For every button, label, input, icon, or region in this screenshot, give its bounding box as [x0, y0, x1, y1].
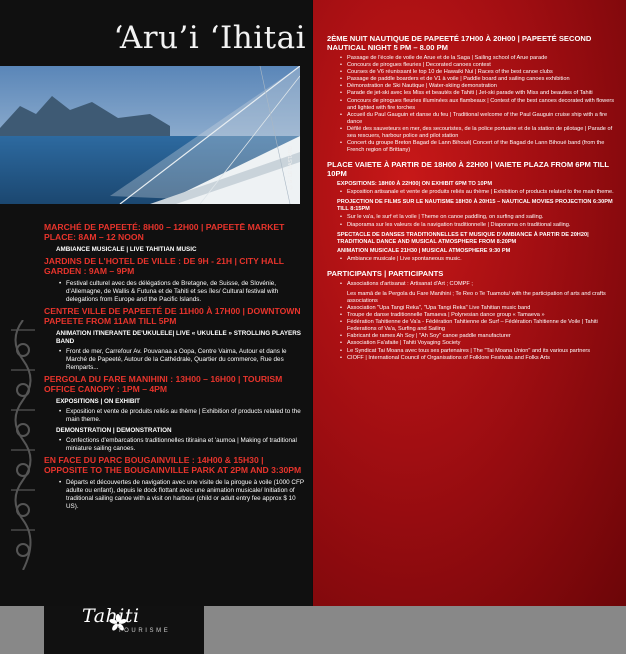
- sailboat-photo: [0, 66, 300, 204]
- section-subheader: AMBIANCE MUSICALE | LIVE TAHITIAN MUSIC: [56, 246, 197, 253]
- brand-logo-text: Tahiti: [82, 605, 140, 627]
- section-header: PLACE VAIETE À PARTIR DE 18H00 À 22H00 | VAIETE PLAZA FROM 6PM TILL 10PM: [327, 160, 609, 179]
- page-title: ‘Aru’i ‘Ihitai: [113, 20, 306, 56]
- list-item: • Fédération Tahitienne de Va'a - Fédération Tahitienne de Surf – Fédération Tahitienne de Voile | Tahiti Federations of Va'a, Surfing and Sailing: [347, 319, 622, 333]
- list-item: • Troupe de danse traditionnelle Tamaeva | Polynesian dance group « Tamaeva »: [347, 312, 622, 319]
- polynesian-pattern-decoration: [6, 320, 40, 570]
- bullet-list: [66, 479, 308, 511]
- list-item-continuation: Les mamā de la Pergola du Fare Manihini ; Te Reo o Te Tuamotu/ with the participation of arts and crafts associations: [347, 290, 606, 304]
- list-item: • Le Syndicat Tai Moana avec tous ses partenaires | The "Tai Moana Union" and its various partners: [347, 348, 622, 355]
- section-header: 2ÈME NUIT NAUTIQUE DE PAPEETÉ 17H00 À 20H00 | PAPEETÉ SECOND NAUTICAL NIGHT 5 PM – 8.00 PM: [327, 34, 592, 52]
- section-subheader: EXPOSITIONS | ON EXHIBIT: [56, 398, 140, 405]
- section-header: EN FACE DU PARC BOUGAINVILLE : 14H00 & 15H30 | OPPOSITE TO THE BOUGAINVILLE PARK AT 2PM AND 3:30PM: [44, 455, 302, 475]
- list-item: • Fabricant de rames Ah Soy | "Ah Soy" canoe paddle manufacturer: [347, 333, 622, 340]
- list-item: • Festival culturel avec des délégations de Bretagne, de Suisse, de Slovénie, d'Allemagne, de Wallis & Futuna et de Tahiti et ses îles/ Cultural festival with delegations from Europe and the Pacific Islands.: [66, 280, 308, 304]
- list-item: • Confections d'embarcations traditionnelles titiraina et 'aumoa | Making of traditional miniature sailing canoes.: [66, 437, 308, 453]
- bullet-list: [66, 437, 308, 453]
- list-item: • Accueil du Paul Gauguin et danse du feu | Traditional welcome of the Paul Gauguin cruise ship with a fire dance: [347, 112, 622, 126]
- brand-tagline: TOURISME: [118, 628, 171, 634]
- section-subheader: PROJECTION DE FILMS SUR LE NAUTISME 18H30 À 20H15 – NAUTICAL MOVIES PROJECTION 6:30PM TILL 8:15PM: [337, 199, 613, 213]
- list-item: • Exposition et vente de produits reliés au thème | Exhibition of products related to the main theme.: [66, 408, 308, 424]
- list-item: • Association Fa'afaite | Tahiti Voyaging Society: [347, 340, 622, 347]
- participants-list: [347, 281, 622, 288]
- list-item: • Front de mer, Carrefour Av. Pouvanaa a Oopa, Centre Vaima, Autour et dans le Marché de Papeeté, Autour de la Cathédrale, Quartier du commerce, Rue des Remparts...: [66, 348, 308, 372]
- section-subheader: DEMONSTRATION | DEMONSTRATION: [56, 427, 172, 434]
- section-header: PARTICIPANTS | PARTICIPANTS: [327, 268, 444, 278]
- list-item: • Courses de V6 réunissant le top 10 de Hawaiki Nui | Races of the best canoe clubs: [347, 69, 622, 76]
- section-header: CENTRE VILLE DE PAPEETÉ DE 11H00 À 17H00 | DOWNTOWN PAPEETE FROM 11AM TILL 5PM: [44, 306, 301, 326]
- list-item: • Concours de pirogues fleuries | Decorated canoes contest: [347, 62, 622, 69]
- list-item: • Sur le va'a, le surf et la voile | Theme on canoe paddling, on surfing and sailing.: [347, 214, 622, 221]
- bullet-list: [66, 348, 308, 372]
- bullet-list: [66, 408, 308, 424]
- list-item: • Exposition artisanale et vente de produits reliés au thème | Exhibition of products related to the main theme.: [347, 189, 622, 196]
- bullet-list: [347, 256, 622, 263]
- left-content: [0, 212, 312, 606]
- right-column: [313, 0, 626, 606]
- photo-credit: ©G. LE BASTARD: [288, 146, 294, 190]
- right-schedule: [327, 34, 622, 365]
- bullet-list: [347, 55, 622, 154]
- section-subheader: ANIMATION ITINERANTE DE'UKULELE| LIVE « UKULELE » STROLLING PLAYERS BAND: [56, 330, 302, 345]
- bullet-list: [66, 280, 308, 304]
- list-item: • Passage de paddle boarders et de V1 à voile | Paddle board and sailing canoes exhibition: [347, 76, 622, 83]
- list-item: • Parade de jet-ski avec les Miss et beautés de Tahiti | Jet-ski parade with Miss and beauties of Tahiti: [347, 90, 622, 97]
- list-item: • Passage de l'école de voile de Arue et de la Saga | Sailing school of Arue parade: [347, 55, 622, 62]
- section-subheader: SPECTACLE DE DANSES TRADITIONNELLES ET MUSIQUE D'AMBIANCE À PARTIR DE 20H20| TRADITIONAL DANCE AND MUSICAL ATMOSPHERE FROM 8:20PM: [337, 231, 589, 245]
- list-item: • Concert du groupe Breton Bagad de Lann Bihoué| Concert of the Bagad de Lann Bihoué band (from the French region of Brittany): [347, 140, 622, 154]
- participants-list: [347, 305, 622, 362]
- left-schedule: [44, 222, 308, 513]
- section-subheader: EXPOSITIONS: 18H00 À 22H00| ON EXHIBIT 6PM TO 10PM: [337, 181, 493, 188]
- section-header: MARCHÉ DE PAPEETÉ: 8H00 – 12H00 | PAPEETĒ MARKET PLACE: 8AM – 12 NOON: [44, 222, 285, 242]
- bullet-list: [347, 189, 622, 196]
- bullet-list: [347, 214, 622, 228]
- list-item: • Diaporama sur les valeurs de la navigation traditionnelle | Diaporama on traditional sailing.: [347, 222, 622, 229]
- list-item: • Concours de pirogues fleuries illuminées aux flambeaux | Contest of the best canoes decorated with flowers and lighted with fire torches: [347, 98, 622, 112]
- list-item: • Départs et découvertes de navigation avec une visite de la pirogue à voile (1000 CFP adulte ou enfant), depuis le dock flottant avec une animation musicale/ Initiation of traditional sailing canoe with a visit on harbour (child or adult entry fee approx $ 10 US).: [66, 479, 308, 511]
- list-item: • CIOFF | International Council of Organisations of Folklore Festivals and Folks Arts: [347, 355, 622, 362]
- list-item: • Démonstration de Ski Nautique | Water-skiing demonstration: [347, 83, 622, 90]
- section-header: JARDINS DE L'HOTEL DE VILLE : DE 9H - 21H | CITY HALL GARDEN : 9AM – 9PM: [44, 256, 284, 276]
- list-item: • Association "Upa Tangi Reka", "Upa Tangi Reka" Live Tahitian music band: [347, 305, 622, 312]
- list-item: • Défilé des sauveteurs en mer, des secouristes, de la police portuaire et de la station de pilotage | Parade of sea rescuers, harbour police and pilot station: [347, 126, 622, 140]
- left-column: [0, 0, 312, 606]
- list-item: • Associations d'artisanat : Artisanat d'Art ; COMPF ;: [347, 281, 622, 288]
- list-item: • Ambiance musicale | Live spontaneous music.: [347, 256, 622, 263]
- section-header: PERGOLA DU FARE MANIHINI : 13H00 – 16H00 | TOURISM OFFICE CANOPY : 1PM – 4PM: [44, 374, 283, 394]
- section-subheader: ANIMATION MUSICALE 21H30 | MUSICAL ATMOSPHERE 9:30 PM: [337, 247, 511, 254]
